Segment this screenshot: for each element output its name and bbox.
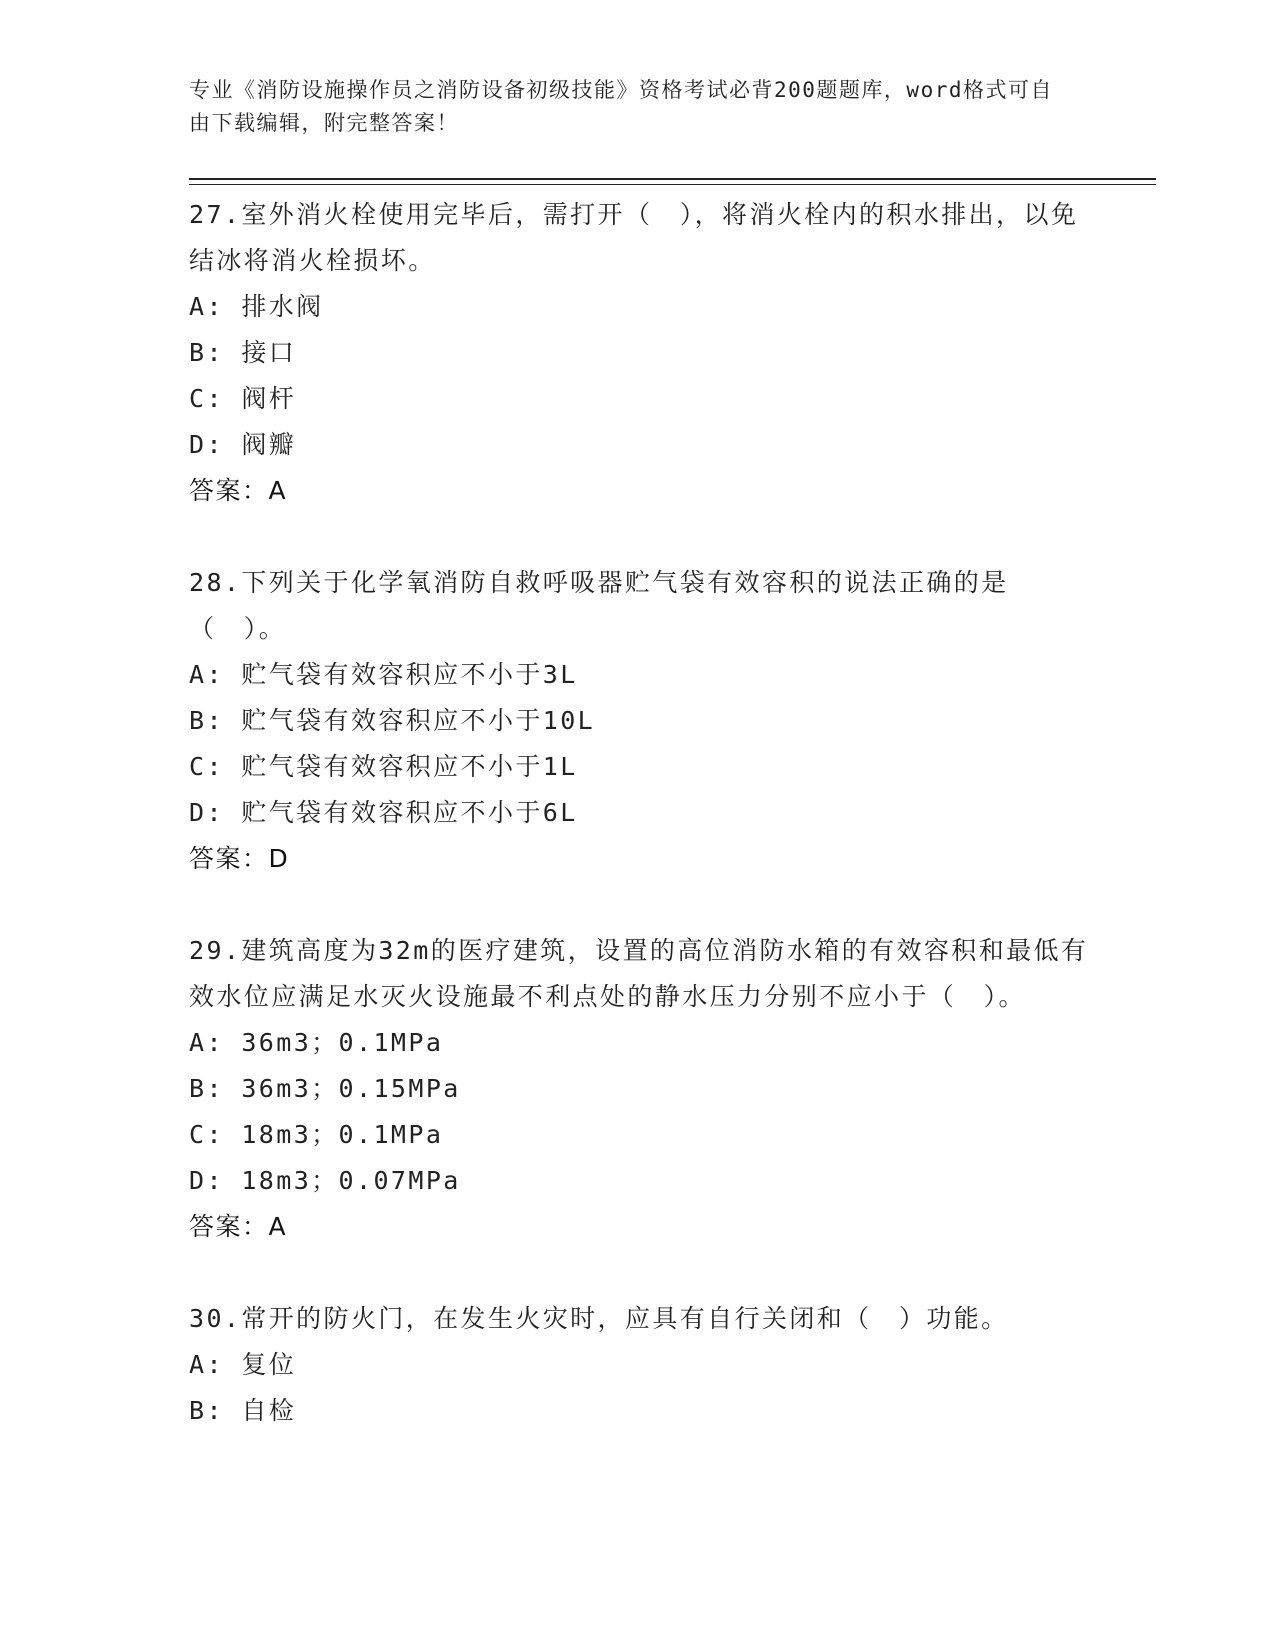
question-stem: 27.室外消火栓使用完毕后，需打开（ ），将消火栓内的积水排出，以免结冰将消火栓损坏。 (189, 200, 1079, 275)
question-list (189, 192, 1089, 1480)
header-divider-thick (189, 178, 1156, 180)
option-b: B: 接口 (189, 338, 297, 367)
option-b: B: 贮气袋有效容积应不小于10L (189, 706, 596, 735)
question-stem: 28.下列关于化学氧消防自救呼吸器贮气袋有效容积的说法正确的是（ ）。 (189, 568, 1009, 643)
option-b: B: 自检 (189, 1396, 297, 1425)
option-b: B: 36m3；0.15MPa (189, 1074, 461, 1103)
option-c: C: 阀杆 (189, 384, 297, 413)
answer-line: 答案：D (189, 844, 290, 873)
question-stem: 29.建筑高度为32m的医疗建筑，设置的高位消防水箱的有效容积和最低有效水位应满足水灭火设施最不利点处的静水压力分别不应小于（ ）。 (189, 936, 1089, 1011)
answer-line: 答案：A (189, 1212, 288, 1241)
option-d: D: 18m3；0.07MPa (189, 1166, 461, 1195)
document-header: 专业《消防设施操作员之消防设备初级技能》资格考试必背200题题库，word格式可自由下载编辑，附完整答案！ (189, 78, 1053, 135)
option-c: C: 贮气袋有效容积应不小于1L (189, 752, 578, 781)
option-a: A: 贮气袋有效容积应不小于3L (189, 660, 578, 689)
option-c: C: 18m3；0.1MPa (189, 1120, 444, 1149)
option-d: D: 阀瓣 (189, 430, 297, 459)
option-a: A: 复位 (189, 1350, 297, 1379)
option-a: A: 排水阀 (189, 292, 324, 321)
question-stem: 30.常开的防火门，在发生火灾时，应具有自行关闭和（ ）功能。 (189, 1304, 1009, 1333)
question-29 (189, 928, 1089, 1250)
question-28 (189, 560, 1089, 882)
question-30 (189, 1296, 1089, 1434)
header-divider-thin (189, 184, 1156, 185)
option-d: D: 贮气袋有效容积应不小于6L (189, 798, 578, 827)
option-a: A: 36m3；0.1MPa (189, 1028, 444, 1057)
question-27 (189, 192, 1089, 514)
answer-line: 答案：A (189, 476, 288, 505)
